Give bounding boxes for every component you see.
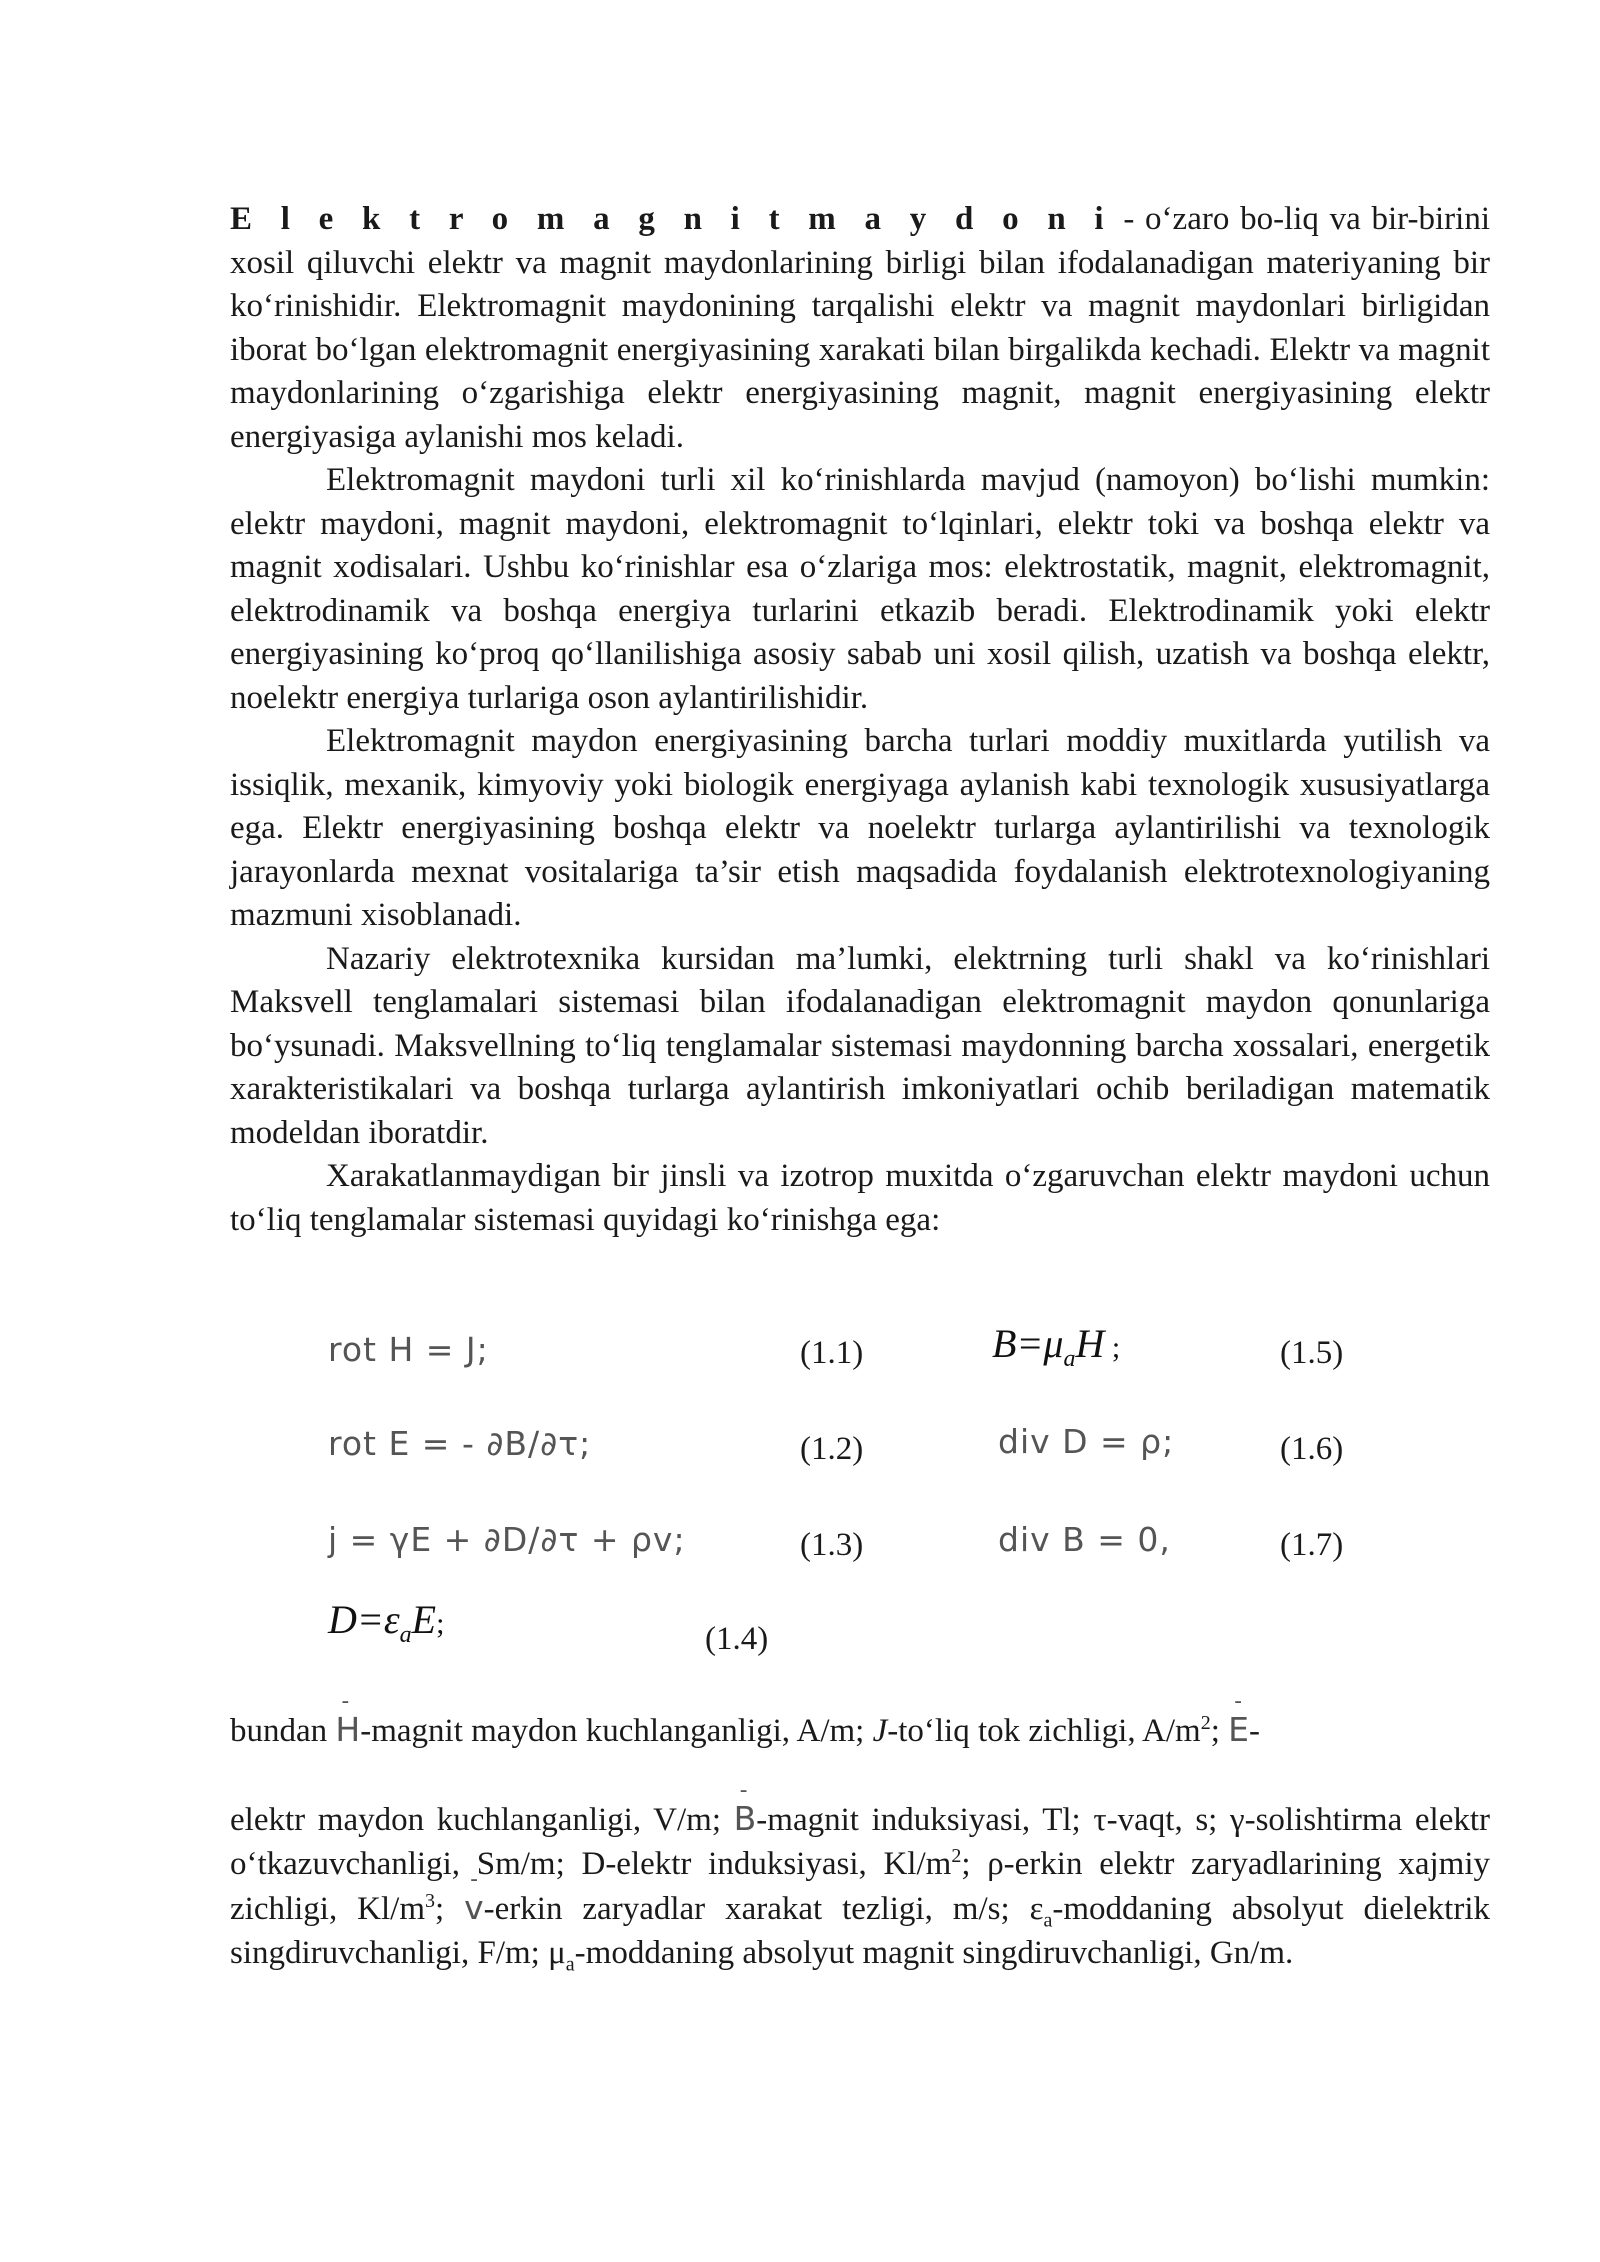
equation-number-1-6: (1.6) bbox=[1280, 1431, 1344, 1467]
paragraph-2: Elektromagnit maydoni turli xil ko‘rinishlarda mavjud (namoyon) bo‘lishi mumkin: elektr maydoni, magnit maydoni, elektromagnit to‘lqinlari, elektr toki va boshqa elektr va magnit xodisalari. Ushbu ko‘rinishlar esa o‘zlariga mos: elektrostatik, magnit, elektromagnit, elektrodinamik va boshqa energiya turlarini etkazib beradi. Elektrodinamik yoki elektr energiyasining ko‘proq qo‘llanilishiga asosiy sabab uni xosil qilish, uzatish va boshqa elektr, noelektr energiya turlariga oson aylantirilishidir. bbox=[230, 462, 1490, 716]
document-page bbox=[230, 198, 1490, 1975]
paragraph-4: Nazariy elektrotexnika kursidan ma’lumki, elektrning turli shakl va ko‘rinishlari Maksvell tenglamalari sistemasi bilan ifodalanadigan elektromagnit maydon qonunlariga bo‘ysunadi. Maksvellning to‘liq tenglamalar sistemasi maydonning barcha xossalari, energetik xarakteristikalari va boshqa turlarga aylantirish imkoniyatlari ochib beriladigan matematik modeldan iboratdir. bbox=[230, 940, 1490, 1151]
equation-number-1-7: (1.7) bbox=[1280, 1527, 1344, 1563]
equation-block bbox=[230, 1278, 1490, 1708]
paragraph-1-text: - o‘zaro bo-liq va bir-birini xosil qiluvchi elektr va magnit maydonlarining birligi bilan ifodalanadigan materiyaning bir ko‘rinishidir. Elektromagnit maydonining tarqalishi elektr va magnit maydonlari birligidan iborat bo‘lgan elektromagnit energiyasining xarakati bilan birgalikda kechadi. Elektr va magnit maydonlarining o‘zgarishiga elektr energiyasining magnit, magnit energiyasining elektr energiyasiga aylanishi mos keladi. bbox=[230, 201, 1490, 455]
symbol-j: J bbox=[872, 1713, 888, 1749]
equation-number-1-1: (1.1) bbox=[800, 1335, 864, 1371]
paragraph-5: Xarakatlanmaydigan bir jinsli va izotrop muxitda o‘zgaruvchan elektr maydoni uchun to‘liq tenglamalar sistemasi quyidagi ko‘rinishga ega: bbox=[230, 1158, 1490, 1238]
definitions-paragraph: bundan - H-magnit maydon kuchlanganligi, A/m; J-to‘liq tok zichligi, $A/m^2$; - E- elektr maydon kuchlanganligi, V/m; - B-magnit induksiyasi, Tl; τ-vaqt, s; γ-solishtirma elektr o‘tkazuvchanligi, Sm/m; D-elektr induksiyasi, $Kl/m^2$; ρ-erkin elektr zaryadlarining xajmiy zichligi, $Kl/m^3$; - v-erkin zaryadlar xarakat tezligi, m/s; $\varepsilon_a$-moddaning absolyut dielektrik singdiruvchanligi, F/m; $\mu_a$-moddaning absolyut magnit singdiruvchanligi, Gn/m. bbox=[230, 1708, 1490, 1975]
definitions-intro: bundan bbox=[230, 1713, 328, 1749]
paragraph-3: Elektromagnit maydon energiyasining barcha turlari moddiy muxitlarda yutilish va issiqlik, mexanik, kimyoviy yoki biologik energiyaga aylanish kabi texnologik xususiyatlarga ega. Elektr energiyasining boshqa elektr va noelektr turlarga aylantirilishi va texnologik jarayonlarda mexnat vositalariga ta’sir etish maqsadida foydalanish elektrotexnologiyaning mazmuni xisoblanadi. bbox=[230, 723, 1490, 933]
paragraph-1 bbox=[230, 198, 1490, 459]
definition-e: elektr maydon kuchlanganligi, V/m; bbox=[230, 1802, 721, 1838]
symbol-e: - E bbox=[1228, 1710, 1249, 1749]
symbol-h: - H bbox=[335, 1710, 360, 1749]
definition-j: -to‘liq tok zichligi, A/m bbox=[887, 1713, 1201, 1749]
definition-b: -magnit induksiyasi, Tl; τ-vaqt, s; γ-solishtirma elektr o‘tkazuvchanligi, Sm/m; D-elektr induksiyasi, Kl/m bbox=[230, 1802, 1491, 1882]
equation-1-1: rot H = J; bbox=[328, 1330, 489, 1369]
equation-number-1-2: (1.2) bbox=[800, 1431, 864, 1467]
equation-1-5: $B=\mu_aH$ ; bbox=[992, 1321, 1121, 1372]
definition-epsilon: -moddaning absolyut dielektrik singdiruvchanligi, F/m; μ bbox=[230, 1891, 1490, 1971]
equation-1-3: j = γE + ∂D/∂τ + ρv; bbox=[328, 1520, 686, 1559]
equation-number-1-3: (1.3) bbox=[800, 1527, 864, 1563]
equation-1-6: div D = ρ; bbox=[998, 1422, 1175, 1461]
term-elektromagnit-maydoni: E l e k t r o m a g n i t m a y d o n i bbox=[230, 201, 1113, 237]
symbol-b: - B bbox=[734, 1799, 757, 1838]
equation-number-1-5: (1.5) bbox=[1280, 1335, 1344, 1371]
equation-1-4: $D=\varepsilon_aE$; bbox=[328, 1597, 445, 1648]
equation-1-7: div B = 0, bbox=[998, 1520, 1171, 1559]
definition-h: -magnit maydon kuchlanganligi, A/m; bbox=[360, 1713, 865, 1749]
definition-mu: -moddaning absolyut magnit singdiruvchanligi, Gn/m. bbox=[574, 1935, 1294, 1971]
equation-number-1-4: (1.4) bbox=[705, 1621, 769, 1657]
definition-v: -erkin zaryadlar xarakat tezligi, m/s; ε bbox=[483, 1891, 1044, 1927]
equation-1-2: rot E = - ∂B/∂τ; bbox=[328, 1424, 592, 1463]
symbol-v: - v bbox=[464, 1888, 484, 1927]
definition-rho: ; ρ-erkin elektr zaryadlarining xajmiy zichligi, Kl/m bbox=[230, 1846, 1490, 1927]
